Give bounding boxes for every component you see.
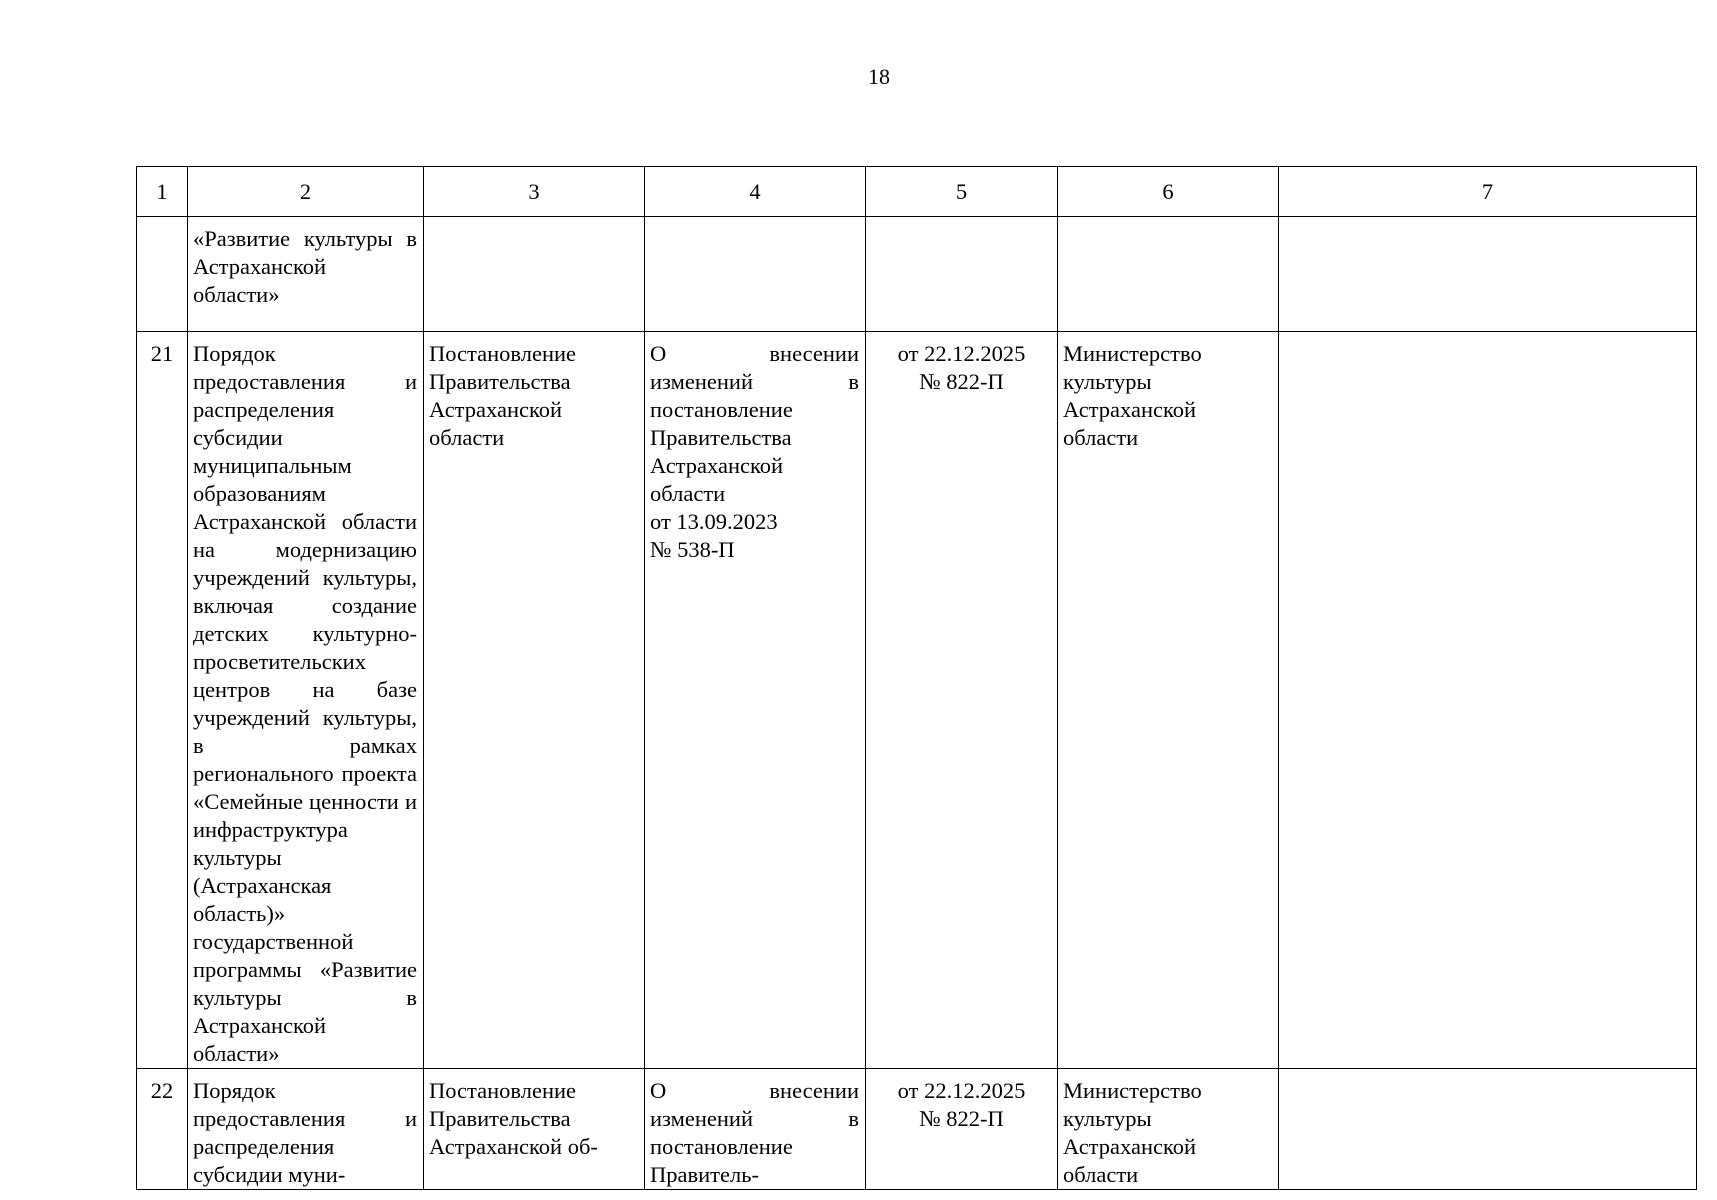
note-cell <box>1279 332 1697 1069</box>
column-header: 1 <box>137 167 188 217</box>
amended-act-date: от 13.09.2023 <box>650 509 778 534</box>
act-number: № 822-П <box>919 369 1004 394</box>
column-header: 5 <box>866 167 1058 217</box>
act-title-cell <box>645 332 866 1069</box>
act-date-cell <box>866 332 1058 1069</box>
amended-act-number: № 538-П <box>650 537 735 562</box>
act-title: О внесении изменений в постановление Правитель- <box>645 1069 866 1190</box>
act-date: от 22.12.2025 <box>897 341 1026 366</box>
act-type: Постановление Правительства Астраханской об- <box>424 1069 645 1190</box>
row-number <box>137 217 188 332</box>
act-name: Порядок предоставления и распределения субсидии муни- <box>188 1069 424 1190</box>
note-cell <box>1279 1069 1697 1190</box>
responsible-agency <box>1058 217 1279 332</box>
note-cell <box>1279 217 1697 332</box>
column-header: 3 <box>424 167 645 217</box>
responsible-agency: Министерство культуры Астраханской области <box>1058 332 1279 1069</box>
act-type: Постановление Правительства Астраханской области <box>424 332 645 1069</box>
table-header-row <box>137 167 1697 217</box>
document-table <box>136 166 1697 1190</box>
act-title <box>645 217 866 332</box>
act-date: от 22.12.2025 <box>897 1078 1026 1103</box>
column-header: 6 <box>1058 167 1279 217</box>
act-title: О внесении изменений в постановление Правительства Астраханской области <box>650 341 859 506</box>
table-row <box>137 332 1697 1069</box>
column-header: 2 <box>188 167 424 217</box>
act-date <box>866 217 1058 332</box>
act-date-cell <box>866 1069 1058 1190</box>
act-type <box>424 217 645 332</box>
responsible-agency: Министерство культуры Астраханской области <box>1058 1069 1279 1190</box>
column-header: 4 <box>645 167 866 217</box>
row-number: 21 <box>137 332 188 1069</box>
table-row <box>137 1069 1697 1190</box>
column-header: 7 <box>1279 167 1697 217</box>
act-name: «Развитие культуры в Астраханской области» <box>188 217 424 332</box>
page-number: 18 <box>868 64 890 89</box>
table-row <box>137 217 1697 332</box>
row-number: 22 <box>137 1069 188 1190</box>
act-number: № 822-П <box>919 1106 1004 1131</box>
act-name: Порядок предоставления и распределения субсидии муниципальным образованиям Астраханской области на модернизацию учреждений культуры, включая создание детских культурно-просветительских центров на базе учреждений культуры, в рамках регионального проекта «Семейные ценности и инфраструктура культуры (Астраханская область)» государственной программы «Развитие культуры в Астраханской области» <box>188 332 424 1069</box>
